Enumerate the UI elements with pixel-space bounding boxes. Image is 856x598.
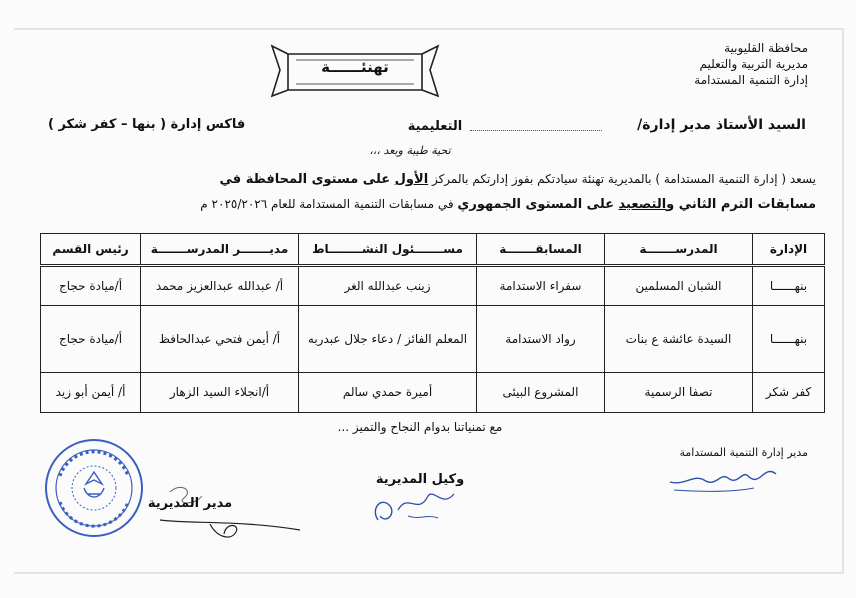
- cell-department-head: أ/ميادة حجاج: [41, 266, 141, 306]
- letterhead: [608, 40, 808, 88]
- conjunction: و: [666, 197, 675, 212]
- body-paragraph-line1: [36, 172, 816, 187]
- frame-right-line: [842, 28, 844, 572]
- recipient-educational: التعليمية: [407, 119, 463, 134]
- table-header-row: [41, 234, 825, 266]
- competition-name: مسابقات الترم الثاني: [674, 197, 816, 212]
- table-row: [41, 266, 825, 306]
- directorate-manager-title: مدير المديرية: [147, 496, 233, 511]
- qualification: التصعيد: [618, 197, 667, 212]
- greeting: تحية طيبة وبعد ،،،: [369, 144, 451, 157]
- frame-top-line: [14, 28, 844, 30]
- handwritten-signature-icon: [368, 486, 468, 526]
- first-place: الأول: [394, 172, 429, 187]
- col-header-department-head: رئيس القسم: [41, 234, 141, 266]
- body-text: في مسابقات التنمية المستدامة للعام ٢٠٢٥/٢٠٢٦ م: [200, 197, 458, 211]
- cell-administration: كفر شكر: [753, 372, 825, 412]
- cell-competition: سفراء الاستدامة: [477, 266, 605, 306]
- cell-department-head: أ/ميادة حجاج: [41, 306, 141, 372]
- table-row: [41, 372, 825, 412]
- cell-administration: بنهــــــا: [753, 266, 825, 306]
- winners-table: [40, 233, 825, 413]
- cell-department-head: أ/ أيمن أبو زيد: [41, 372, 141, 412]
- official-seal-icon: [42, 436, 146, 540]
- cell-school: الشبان المسلمين: [605, 266, 753, 306]
- col-header-school: المدرســـــــة: [605, 234, 753, 266]
- cell-school-principal: أ/ أيمن فتحي عبدالحافظ: [141, 306, 299, 372]
- cell-competition: المشروع البيئى: [477, 372, 605, 412]
- handwritten-signature-icon: [664, 462, 784, 498]
- table-row: [41, 306, 825, 372]
- cell-school: تصفا الرسمية: [605, 372, 753, 412]
- cell-activity-lead: المعلم الفائز / دعاء جلال عبدربه: [299, 306, 477, 372]
- cell-activity-lead: أميرة حمدي سالم: [299, 372, 477, 412]
- cell-school-principal: أ/انجلاء السيد الزهار: [141, 372, 299, 412]
- body-paragraph-line2: [36, 197, 816, 212]
- cell-activity-lead: زينب عبدالله الغر: [299, 266, 477, 306]
- closing-wishes: مع تمنياتنا بدوام النجاح والتميز ...: [337, 420, 503, 434]
- frame-bottom-line: [14, 572, 844, 574]
- cell-administration: بنهــــــا: [753, 306, 825, 372]
- col-header-school-principal: مديـــــــر المدرســـــــة: [141, 234, 299, 266]
- cell-school: السيدة عائشة ع بنات: [605, 306, 753, 372]
- handwritten-signature-icon: [150, 480, 310, 550]
- letterhead-governorate: محافظة القليوبية: [724, 41, 808, 55]
- col-header-administration: الإدارة: [753, 234, 825, 266]
- letterhead-directorate: مديرية التربية والتعليم: [699, 57, 808, 71]
- cell-competition: رواد الاستدامة: [477, 306, 605, 372]
- body-text-bold: على مستوى المحافظة في: [219, 172, 395, 187]
- fax-line: فاكس إدارة ( بنها – كفر شكر ): [48, 117, 246, 132]
- recipient-salutation: السيد الأستاذ مدير إدارة/: [637, 117, 806, 133]
- deputy-title: وكيل المديرية: [375, 472, 465, 487]
- national-level: على المستوى الجمهوري: [457, 197, 619, 212]
- letterhead-department: إدارة التنمية المستدامة: [694, 73, 808, 87]
- body-text: يسعد ( إدارة التنمية المستدامة ) بالمديرية تهنئة سيادتكم بفوز إدارتكم بالمركز: [428, 172, 816, 186]
- cell-school-principal: أ/ عبدالله عبدالعزيز محمد: [141, 266, 299, 306]
- col-header-competition: المسابقـــــــة: [477, 234, 605, 266]
- banner-title: تهنئــــــة: [321, 58, 389, 76]
- col-header-activity-lead: مســـــــئول النشــــــــاط: [299, 234, 477, 266]
- sustainability-director-title: مدير إدارة التنمية المستدامة: [679, 446, 808, 459]
